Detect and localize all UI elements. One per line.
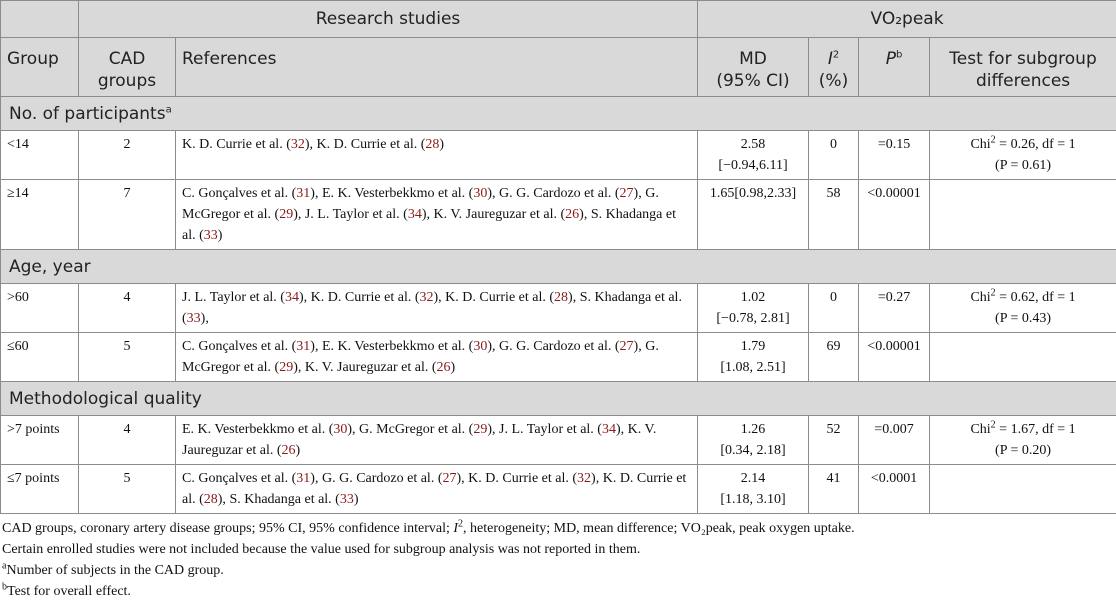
- table-row: [1, 180, 1116, 250]
- reference-link[interactable]: 33: [340, 492, 354, 507]
- section-title: No. of participants$^a$: [1, 97, 1116, 131]
- group-cell: ≤60: [1, 333, 79, 382]
- references-cell: C. Gonçalves et al. (31), G. G. Cardozo et al. (27), K. D. Currie et al. (32), K. D. Currie et al. (28), S. Khadanga et al. (33): [176, 465, 698, 514]
- i2-cell: 69: [809, 333, 859, 382]
- test-subgroup-cell: Chi$^2$ = 0.62, df = 1 (P = 0.43): [930, 284, 1116, 333]
- header-p: $P^b$: [859, 38, 930, 97]
- reference-link[interactable]: 26: [565, 207, 579, 222]
- p-cell: <0.0001: [859, 465, 930, 514]
- group-cell: <14: [1, 131, 79, 180]
- reference-link[interactable]: 34: [408, 207, 422, 222]
- p-cell: =0.007: [859, 416, 930, 465]
- group-cell: ≤7 points: [1, 465, 79, 514]
- header-blank: [1, 1, 79, 38]
- section-row: [1, 382, 1116, 416]
- i2-cell: 58: [809, 180, 859, 250]
- test-subgroup-cell: [930, 180, 1116, 250]
- reference-link[interactable]: 28: [425, 137, 439, 152]
- reference-link[interactable]: 28: [204, 492, 218, 507]
- table-row: [1, 416, 1116, 465]
- reference-link[interactable]: 27: [620, 186, 634, 201]
- header-i2: $I^2$ (%): [809, 38, 859, 97]
- references-cell: K. D. Currie et al. (32), K. D. Currie et al. (28): [176, 131, 698, 180]
- header-test-subgroup: Test for subgroup differences: [930, 38, 1116, 97]
- header-research-studies: Research studies: [79, 1, 698, 38]
- test-subgroup-cell: [930, 465, 1116, 514]
- reference-link[interactable]: 34: [602, 422, 616, 437]
- reference-link[interactable]: 32: [291, 137, 305, 152]
- cad-groups-cell: 2: [79, 131, 176, 180]
- p-cell: <0.00001: [859, 333, 930, 382]
- reference-link[interactable]: 30: [473, 186, 487, 201]
- i2-cell: 0: [809, 284, 859, 333]
- table-row: [1, 131, 1116, 180]
- cad-groups-cell: 7: [79, 180, 176, 250]
- footnote-b: $^b$Test for overall effect.: [2, 581, 1116, 602]
- reference-link[interactable]: 32: [577, 471, 591, 486]
- reference-link[interactable]: 31: [296, 471, 310, 486]
- md-cell: 1.02 [−0.78, 2.81]: [698, 284, 809, 333]
- reference-link[interactable]: 31: [296, 339, 310, 354]
- cad-groups-cell: 4: [79, 284, 176, 333]
- md-cell: 1.79 [1.08, 2.51]: [698, 333, 809, 382]
- reference-link[interactable]: 33: [187, 311, 201, 326]
- group-cell: >7 points: [1, 416, 79, 465]
- reference-link[interactable]: 29: [473, 422, 487, 437]
- footnote-note: Certain enrolled studies were not included because the value used for subgroup analysis was not reported in them.: [2, 539, 1116, 560]
- section-row: [1, 250, 1116, 284]
- header-md: MD (95% CI): [698, 38, 809, 97]
- footnote-a: $^a$Number of subjects in the CAD group.: [2, 560, 1116, 581]
- reference-link[interactable]: 29: [279, 207, 293, 222]
- reference-link[interactable]: 30: [333, 422, 347, 437]
- header-references: References: [176, 38, 698, 97]
- header-vo2peak: VO₂peak: [698, 1, 1116, 38]
- md-cell: 1.65[0.98,2.33]: [698, 180, 809, 250]
- reference-link[interactable]: 26: [282, 443, 296, 458]
- test-subgroup-cell: Chi$^2$ = 0.26, df = 1 (P = 0.61): [930, 131, 1116, 180]
- reference-link[interactable]: 28: [554, 290, 568, 305]
- p-cell: =0.27: [859, 284, 930, 333]
- test-subgroup-cell: Chi$^2$ = 1.67, df = 1 (P = 0.20): [930, 416, 1116, 465]
- section-title: Age, year: [1, 250, 1116, 284]
- group-cell: ≥14: [1, 180, 79, 250]
- table-row: [1, 333, 1116, 382]
- reference-link[interactable]: 31: [296, 186, 310, 201]
- i2-cell: 41: [809, 465, 859, 514]
- references-cell: J. L. Taylor et al. (34), K. D. Currie et al. (32), K. D. Currie et al. (28), S. Khadanga et al. (33),: [176, 284, 698, 333]
- reference-link[interactable]: 27: [443, 471, 457, 486]
- references-cell: C. Gonçalves et al. (31), E. K. Vesterbekkmo et al. (30), G. G. Cardozo et al. (27), G. McGregor et al. (29), J. L. Taylor et al. (34), K. V. Jaureguzar et al. (26), S. Khadanga et al. (33): [176, 180, 698, 250]
- section-title: Methodological quality: [1, 382, 1116, 416]
- footnote-abbreviations: CAD groups, coronary artery disease groups; 95% CI, 95% confidence interval; $I^2$, heterogeneity; MD, mean difference; VO₂peak, peak oxygen uptake.: [2, 518, 1116, 539]
- header-group: Group: [1, 38, 79, 97]
- header-cad-groups: CAD groups: [79, 38, 176, 97]
- p-cell: <0.00001: [859, 180, 930, 250]
- group-cell: >60: [1, 284, 79, 333]
- test-subgroup-cell: [930, 333, 1116, 382]
- references-cell: C. Gonçalves et al. (31), E. K. Vesterbekkmo et al. (30), G. G. Cardozo et al. (27), G. McGregor et al. (29), K. V. Jaureguzar et al. (26): [176, 333, 698, 382]
- md-cell: 1.26 [0.34, 2.18]: [698, 416, 809, 465]
- reference-link[interactable]: 30: [473, 339, 487, 354]
- references-cell: E. K. Vesterbekkmo et al. (30), G. McGregor et al. (29), J. L. Taylor et al. (34), K. V. Jaureguzar et al. (26): [176, 416, 698, 465]
- reference-link[interactable]: 34: [285, 290, 299, 305]
- reference-link[interactable]: 27: [620, 339, 634, 354]
- md-cell: 2.14 [1.18, 3.10]: [698, 465, 809, 514]
- reference-link[interactable]: 32: [420, 290, 434, 305]
- section-row: [1, 97, 1116, 131]
- i2-cell: 0: [809, 131, 859, 180]
- cad-groups-cell: 5: [79, 333, 176, 382]
- reference-link[interactable]: 29: [279, 360, 293, 375]
- md-cell: 2.58 [−0.94,6.11]: [698, 131, 809, 180]
- footnotes: [0, 514, 1116, 602]
- table-row: [1, 284, 1116, 333]
- table-row: [1, 465, 1116, 514]
- cad-groups-cell: 4: [79, 416, 176, 465]
- cad-groups-cell: 5: [79, 465, 176, 514]
- i2-cell: 52: [809, 416, 859, 465]
- p-cell: =0.15: [859, 131, 930, 180]
- reference-link[interactable]: 33: [204, 228, 218, 243]
- reference-link[interactable]: 26: [437, 360, 451, 375]
